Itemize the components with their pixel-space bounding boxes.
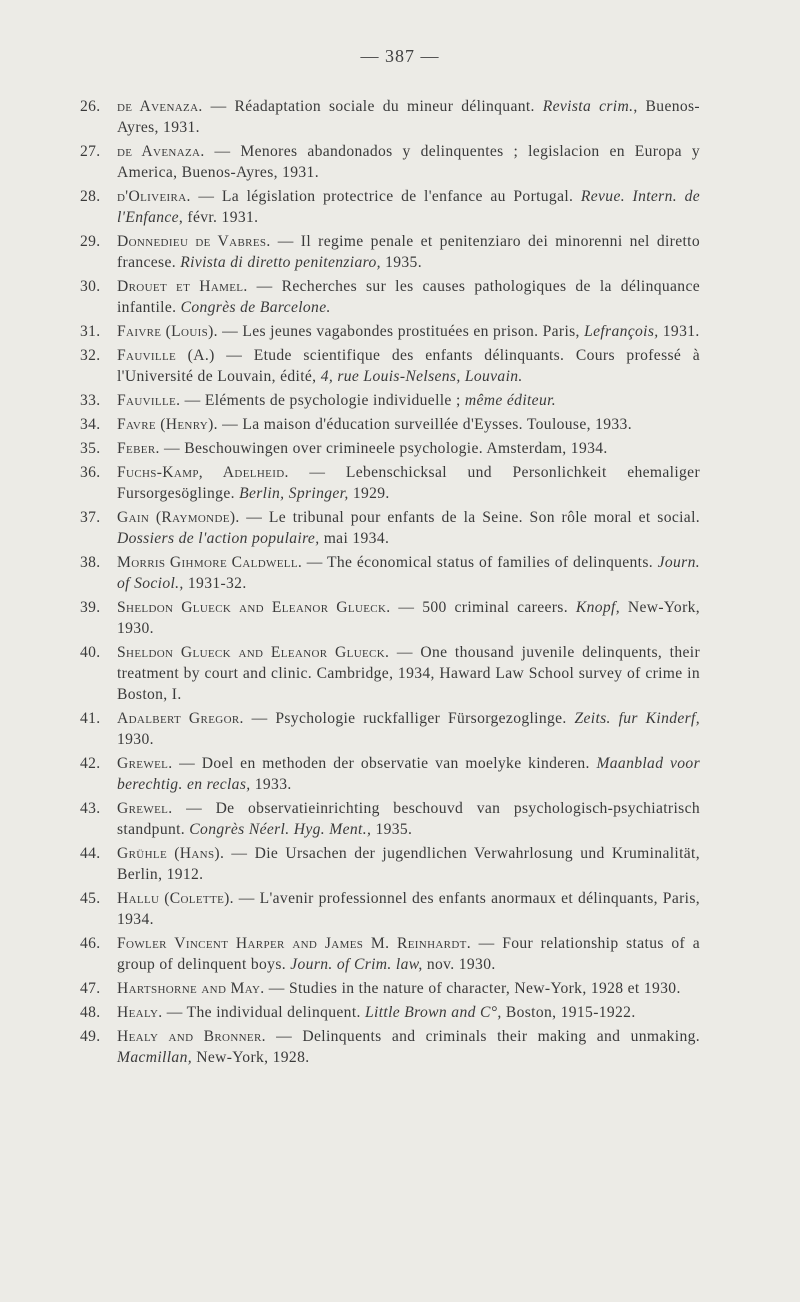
reference-title: — Doel en methoden der observatie van moelyke kinderen. (172, 755, 597, 772)
reference-number: 49. (80, 1028, 101, 1045)
reference-details: 1931. (658, 323, 700, 340)
reference-author: Feber. (117, 440, 160, 457)
reference-author: Grewel. (117, 800, 173, 817)
reference-title: — 500 criminal careers. (390, 599, 576, 616)
reference-number: 26. (80, 98, 101, 115)
reference-entry (80, 753, 700, 795)
reference-author: Hallu (Colette). (117, 890, 234, 907)
reference-number: 29. (80, 233, 101, 250)
reference-number: 48. (80, 1004, 101, 1021)
reference-source: Little Brown and C°, (365, 1004, 502, 1021)
reference-title: — L'avenir professionnel des enfants anormaux et délinquants, Paris, 1934. (117, 890, 700, 928)
reference-details: mai 1934. (319, 530, 390, 547)
reference-number: 33. (80, 392, 101, 409)
reference-source: Congrès Néerl. Hyg. Ment., (189, 821, 372, 838)
reference-source: Lefrançois, (584, 323, 659, 340)
reference-source: Congrès de Barcelone. (180, 299, 331, 316)
page-number: — 387 — (360, 46, 440, 66)
reference-details: 1931-32. (183, 575, 247, 592)
reference-entry (80, 276, 700, 318)
reference-source: Rivista di diretto penitenziaro, (180, 254, 381, 271)
reference-source: 4, rue Louis-Nelsens, Louvain. (320, 368, 523, 385)
reference-number: 40. (80, 644, 101, 661)
reference-number: 43. (80, 800, 101, 817)
reference-details: New-York, 1928. (191, 1049, 310, 1066)
reference-entry (80, 552, 700, 594)
reference-author: d'Oliveira. (117, 188, 191, 205)
reference-title: — The économical status of families of delinquents. (302, 554, 658, 571)
reference-author: Adalbert Gregor. (117, 710, 244, 727)
reference-entry (80, 978, 700, 999)
reference-title: — Four relationship status of a group of delinquent boys. (117, 935, 700, 973)
reference-title: — Le tribunal pour enfants de la Seine. Son rôle moral et social. (239, 509, 700, 526)
reference-details: 1935. (371, 821, 413, 838)
reference-title: — Lebenschicksal und Personlichkeit ehemaliger Fursorgesöglinge. (117, 464, 700, 502)
reference-number: 28. (80, 188, 101, 205)
reference-number: 41. (80, 710, 101, 727)
reference-details: , févr. 1931. (178, 209, 259, 226)
reference-author: Grewel. (117, 755, 173, 772)
reference-author: Fuchs-Kamp, Adelheid. (117, 464, 289, 481)
reference-source: Maanblad voor berechtig. en reclas, (117, 755, 700, 793)
reference-title: — La législation protectrice de l'enfance au Portugal. (190, 188, 581, 205)
reference-entry (80, 462, 700, 504)
reference-entry (80, 1002, 700, 1023)
reference-author: Hartshorne and May. (117, 980, 265, 997)
reference-title: — Studies in the nature of character, New-York, 1928 et 1930. (264, 980, 681, 997)
reference-number: 38. (80, 554, 101, 571)
reference-number: 31. (80, 323, 101, 340)
reference-author: Healy and Bronner. (117, 1028, 266, 1045)
reference-entry (80, 438, 700, 459)
reference-author: Healy. (117, 1004, 163, 1021)
reference-author: Drouet et Hamel. (117, 278, 248, 295)
reference-title: — Eléments de psychologie individuelle ; (180, 392, 465, 409)
reference-author: Fauville (A.) (117, 347, 215, 364)
reference-author: Sheldon Glueck and Eleanor Glueck. (117, 599, 391, 616)
reference-author: Donnedieu de Vabres. (117, 233, 271, 250)
reference-entry (80, 708, 700, 750)
reference-source: Revue. Intern. de l'Enfance (117, 188, 700, 226)
reference-title: — The individual delinquent. (162, 1004, 366, 1021)
reference-number: 30. (80, 278, 101, 295)
reference-source: Journ. of Sociol., (117, 554, 700, 592)
reference-author: Morris Gihmore Caldwell. (117, 554, 303, 571)
reference-entry (80, 1026, 700, 1068)
reference-number: 36. (80, 464, 101, 481)
reference-source: Revista crim. (542, 98, 634, 115)
reference-author: Gain (Raymonde). (117, 509, 240, 526)
reference-number: 39. (80, 599, 101, 616)
reference-number: 47. (80, 980, 101, 997)
reference-source: Zeits. fur Kinderf, (574, 710, 700, 727)
reference-number: 27. (80, 143, 101, 160)
reference-number: 32. (80, 347, 101, 364)
reference-number: 35. (80, 440, 101, 457)
reference-entry (80, 798, 700, 840)
reference-title: — Recherches sur les causes pathologiques de la délinquance infantile. (117, 278, 700, 316)
reference-source: Journ. of Crim. law, (290, 956, 423, 973)
reference-author: Fauville. (117, 392, 181, 409)
reference-entry (80, 231, 700, 273)
reference-source: Knopf, (575, 599, 620, 616)
reference-entry (80, 141, 700, 183)
reference-source: Dossiers de l'action populaire, (117, 530, 320, 547)
reference-entry (80, 345, 700, 387)
reference-title: — De observatieinrichting beschouvd van psychologisch-psychiatrisch standpunt. (117, 800, 700, 838)
reference-title: — Beschouwingen over crimineele psychologie. Amsterdam, 1934. (159, 440, 608, 457)
reference-details: 1935. (380, 254, 422, 271)
reference-source: Macmillan, (117, 1049, 192, 1066)
reference-entry (80, 843, 700, 885)
reference-title: — Réadaptation sociale du mineur délinquant. (202, 98, 543, 115)
reference-title: — Menores abandonados y delinquentes ; legislacion en Europa y America, Buenos-Ayres, 1931. (117, 143, 700, 181)
reference-entry (80, 321, 700, 342)
reference-details: 1930. (117, 731, 154, 748)
reference-number: 46. (80, 935, 101, 952)
reference-title: — Les jeunes vagabondes prostituées en prison. Paris, (217, 323, 585, 340)
reference-entry (80, 642, 700, 705)
reference-title: — One thousand juvenile delinquents, their treatment by court and clinic. Cambridge, 1934, Haward Law School survey of crime in Boston, I. (117, 644, 701, 703)
reference-details: 1929. (348, 485, 390, 502)
reference-entry (80, 597, 700, 639)
reference-details: Boston, 1915-1922. (501, 1004, 636, 1021)
reference-number: 42. (80, 755, 101, 772)
reference-author: Favre (Henry). (117, 416, 218, 433)
reference-author: de Avenaza. (117, 98, 203, 115)
reference-details: New-York, 1930. (117, 599, 701, 637)
reference-author: Sheldon Glueck and Eleanor Glueck. (117, 644, 390, 661)
reference-number: 34. (80, 416, 101, 433)
reference-details: 1933. (250, 776, 292, 793)
reference-entry (80, 507, 700, 549)
reference-title: — Psychologie ruckfalliger Fürsorgezoglinge. (243, 710, 575, 727)
reference-entry (80, 888, 700, 930)
reference-author: de Avenaza. (117, 143, 205, 160)
reference-author: Faivre (Louis). (117, 323, 218, 340)
reference-title: — La maison d'éducation surveillée d'Eysses. Toulouse, 1933. (217, 416, 632, 433)
reference-title: — Etude scientifique des enfants délinquants. Cours professé à l'Université de Louvain, édité, (117, 347, 701, 385)
reference-entry (80, 390, 700, 411)
reference-title: — Il regime penale et penitenziaro dei minorenni nel diretto francese. (117, 233, 701, 271)
reference-number: 45. (80, 890, 101, 907)
reference-title: — Delinquents and criminals their making and unmaking. (265, 1028, 700, 1045)
reference-list (80, 96, 700, 1071)
reference-number: 44. (80, 845, 101, 862)
reference-number: 37. (80, 509, 101, 526)
reference-entry (80, 186, 700, 228)
reference-details: nov. 1930. (422, 956, 496, 973)
reference-entry (80, 414, 700, 435)
reference-entry (80, 96, 700, 138)
reference-details: , Buenos-Ayres, 1931. (117, 98, 700, 136)
reference-title: — Die Ursachen der jugendlichen Verwahrlosung und Kruminalität, Berlin, 1912. (117, 845, 700, 883)
reference-entry (80, 933, 700, 975)
reference-author: Fowler Vincent Harper and James M. Reinhardt. (117, 935, 471, 952)
reference-source: Berlin, Springer, (239, 485, 349, 502)
reference-source: même éditeur. (464, 392, 557, 409)
reference-author: Grühle (Hans). (117, 845, 225, 862)
